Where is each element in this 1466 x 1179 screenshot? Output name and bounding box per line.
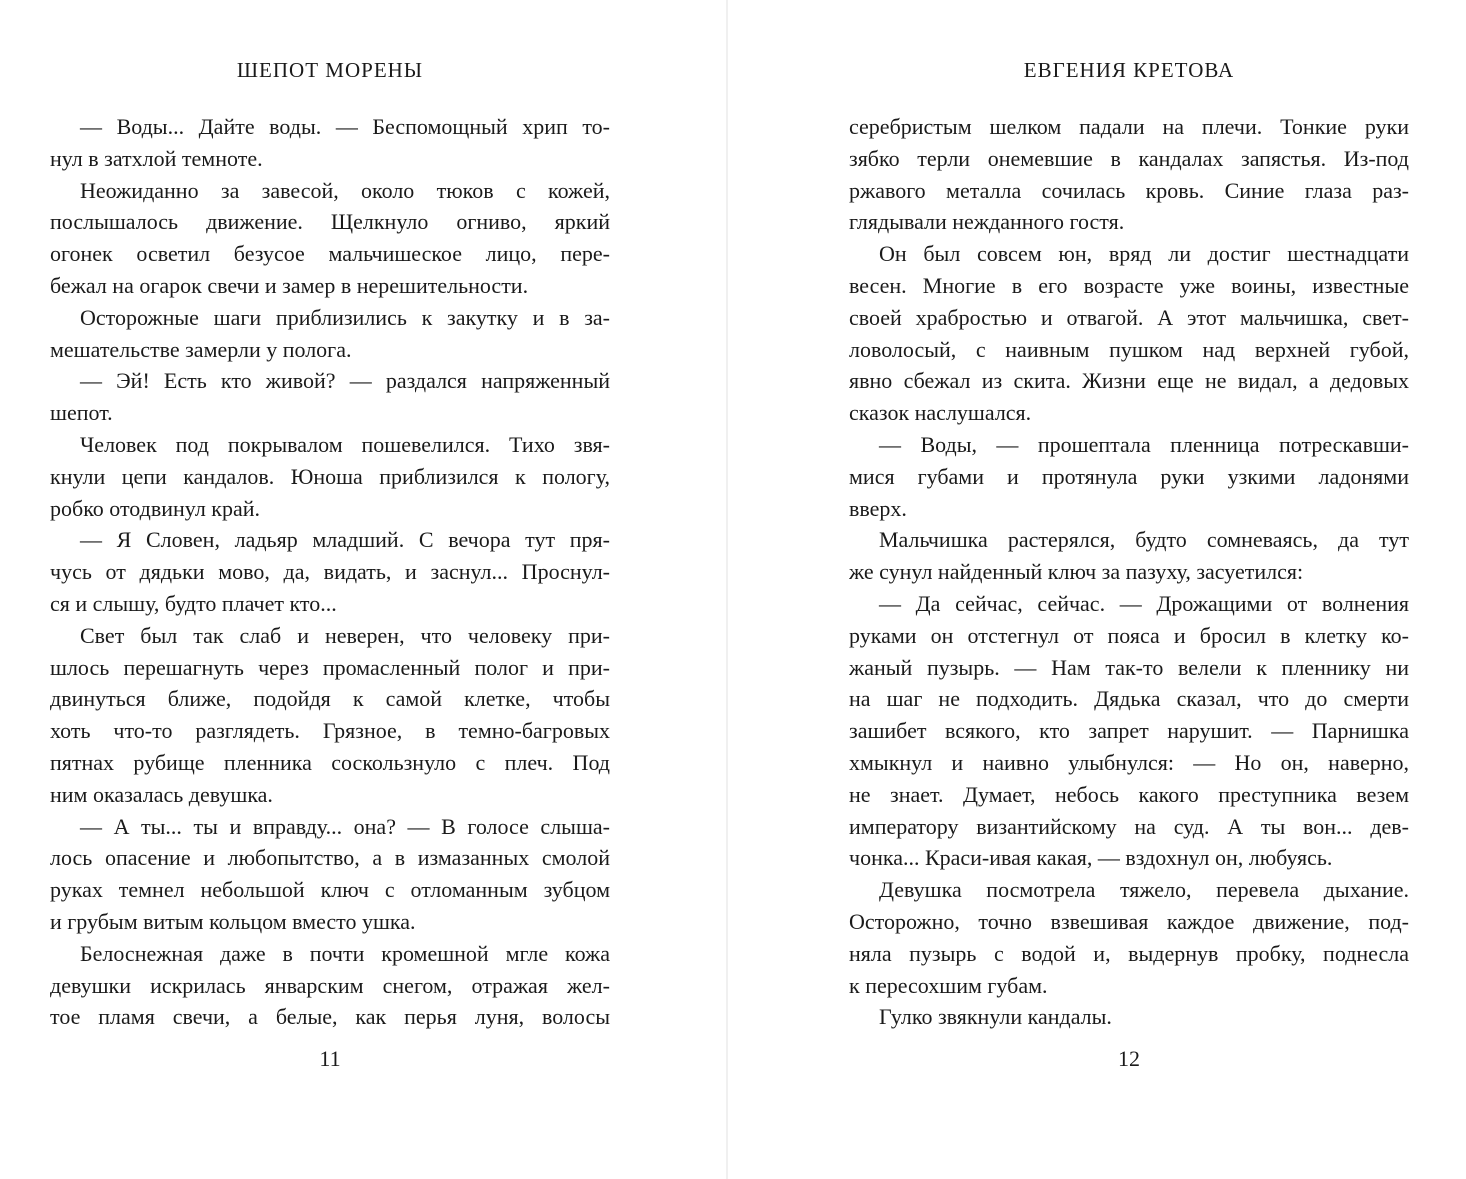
text-line: мися губами и протянула руки узкими ладонями	[849, 463, 1409, 489]
page-number-left: 11	[319, 1046, 341, 1071]
text-line: — Воды... Дайте воды. — Беспомощный хрип то-	[80, 114, 610, 139]
text-line: двинуться ближе, подойдя к самой клетке, чтобы	[50, 686, 610, 712]
text-line: — А ты... ты и вправду... она? — В голосе слыша-	[80, 813, 610, 839]
text-line: и грубым витым кольцом вместо ушка.	[50, 908, 416, 934]
text-line: бежал на огарок свечи и замер в нерешительности.	[50, 272, 529, 298]
text-line: хмыкнул и наивно улыбнулся: — Но он, наверно,	[849, 749, 1409, 775]
paragraph	[849, 429, 1409, 524]
text-line: ся и слышу, будто плачет кто...	[50, 590, 337, 616]
text-line: чусь от дядьки мово, да, видать, и заснул... Проснул-	[50, 559, 610, 585]
text-line: Мальчишка растерялся, будто сомневаясь, да тут	[879, 527, 1409, 553]
right-page	[849, 0, 1409, 1179]
paragraph	[50, 111, 610, 175]
text-line: Свет был так слаб и неверен, что человеку при-	[80, 622, 610, 648]
text-line: на шаг не подходить. Дядька сказал, что до смерти	[849, 686, 1409, 712]
text-line: весен. Многие в его возрасте уже воины, известные	[849, 272, 1409, 298]
text-line: сказок наслушался.	[849, 400, 1032, 426]
running-head-left: ШЕПОТ МОРЕНЫ	[236, 58, 424, 82]
text-line: ним оказалась девушка.	[50, 781, 273, 807]
text-line: императору византийскому на суд. А ты вон... дев-	[849, 813, 1409, 839]
text-line: шлось перешагнуть через промасленный полог и при-	[50, 654, 610, 680]
text-line: — Да сейчас, сейчас. — Дрожащими от волнения	[879, 590, 1409, 616]
text-line: робко отодвинул край.	[50, 495, 261, 521]
text-line: кнули цепи кандалов. Юноша приблизился к пологу,	[50, 463, 610, 489]
left-page-body	[50, 111, 610, 1033]
text-line: своей храбростью и отвагой. А этот мальчишка, свет-	[849, 304, 1409, 330]
paragraph	[849, 238, 1409, 429]
text-line: вверх.	[849, 495, 907, 521]
text-line: же сунул найденный ключ за пазуху, засуетился:	[849, 559, 1304, 585]
text-line: Девушка посмотрела тяжело, перевела дыхание.	[879, 877, 1409, 903]
paragraph	[50, 811, 610, 938]
paragraph	[849, 111, 1409, 238]
text-line: Он был совсем юн, вряд ли достиг шестнадцати	[879, 241, 1409, 267]
text-line: мешательстве замерли у полога.	[50, 336, 352, 362]
paragraph	[50, 175, 610, 302]
text-line: руками он отстегнул от пояса и бросил в клетку ко-	[849, 622, 1409, 648]
text-line: Гулко звякнули кандалы.	[879, 1004, 1112, 1030]
paragraph	[50, 524, 610, 619]
paragraph	[849, 524, 1409, 588]
left-page	[50, 0, 610, 1179]
text-line: Человек под покрывалом пошевелился. Тихо звя-	[80, 431, 610, 457]
paragraph	[849, 874, 1409, 1001]
text-line: няла пузырь с водой и, выдернув пробку, поднесла	[849, 940, 1409, 966]
paragraph	[849, 588, 1409, 874]
text-line: послышалось движение. Щелкнуло огниво, яркий	[50, 209, 610, 235]
text-line: Осторожные шаги приблизились к закутку и в за-	[80, 304, 610, 330]
paragraph	[50, 620, 610, 811]
book-gutter	[726, 0, 728, 1179]
text-line: тое пламя свечи, а белые, как перья луня, волосы	[50, 1004, 610, 1030]
text-line: — Я Словен, ладьяр младший. С вечора тут пря-	[80, 527, 610, 553]
text-line: жаный пузырь. — Нам так-то велели к пленнику ни	[849, 654, 1409, 680]
text-line: девушки искрилась январским снегом, отражая жел-	[50, 972, 610, 998]
text-line: нул в затхлой темноте.	[50, 145, 263, 171]
text-line: зашибет всякого, кто запрет нарушит. — Парнишка	[849, 718, 1409, 744]
text-line: Неожиданно за завесой, около тюков с кожей,	[80, 177, 610, 203]
text-line: — Эй! Есть кто живой? — раздался напряженный	[80, 368, 610, 394]
text-line: — Воды, — прошептала пленница потрескавши-	[879, 431, 1409, 457]
text-line: глядывали нежданного гостя.	[849, 209, 1125, 235]
text-line: лось опасение и любопытство, а в измазанных смолой	[50, 845, 610, 871]
paragraph	[50, 302, 610, 366]
paragraph	[849, 1001, 1409, 1033]
text-line: пятнах рубище пленника соскользнуло с плеч. Под	[50, 749, 610, 775]
paragraph	[50, 365, 610, 429]
text-line: Белоснежная даже в почти кромешной мгле кожа	[80, 940, 610, 966]
text-line: явно сбежал из скита. Жизни еще не видал, а дедовых	[849, 368, 1409, 394]
text-line: серебристым шелком падали на плечи. Тонкие руки	[849, 114, 1409, 139]
text-line: ловолосый, с наивным пушком над верхней губой,	[849, 336, 1409, 362]
right-page-body	[849, 111, 1409, 1033]
text-line: огонек осветил безусое мальчишеское лицо, пере-	[50, 241, 610, 267]
text-line: чонка... Краси-ивая какая, — вздохнул он, любуясь.	[849, 845, 1333, 871]
text-line: руках темнел небольшой ключ с отломанным зубцом	[50, 877, 610, 903]
running-head-right: ЕВГЕНИЯ КРЕТОВА	[1023, 58, 1235, 82]
text-line: шепот.	[50, 400, 113, 426]
text-line: ржавого металла сочилась кровь. Синие глаза раз-	[849, 177, 1409, 203]
text-line: к пересохшим губам.	[849, 972, 1048, 998]
text-line: Осторожно, точно взвешивая каждое движение, под-	[849, 908, 1409, 934]
page-number-right: 12	[1118, 1046, 1140, 1071]
text-line: не знает. Думает, небось какого преступника везем	[849, 781, 1409, 807]
text-line: хоть что-то разглядеть. Грязное, в темно-багровых	[50, 718, 610, 744]
text-line: зябко терли онемевшие в кандалах запястья. Из-под	[849, 145, 1409, 171]
paragraph	[50, 938, 610, 1033]
paragraph	[50, 429, 610, 524]
